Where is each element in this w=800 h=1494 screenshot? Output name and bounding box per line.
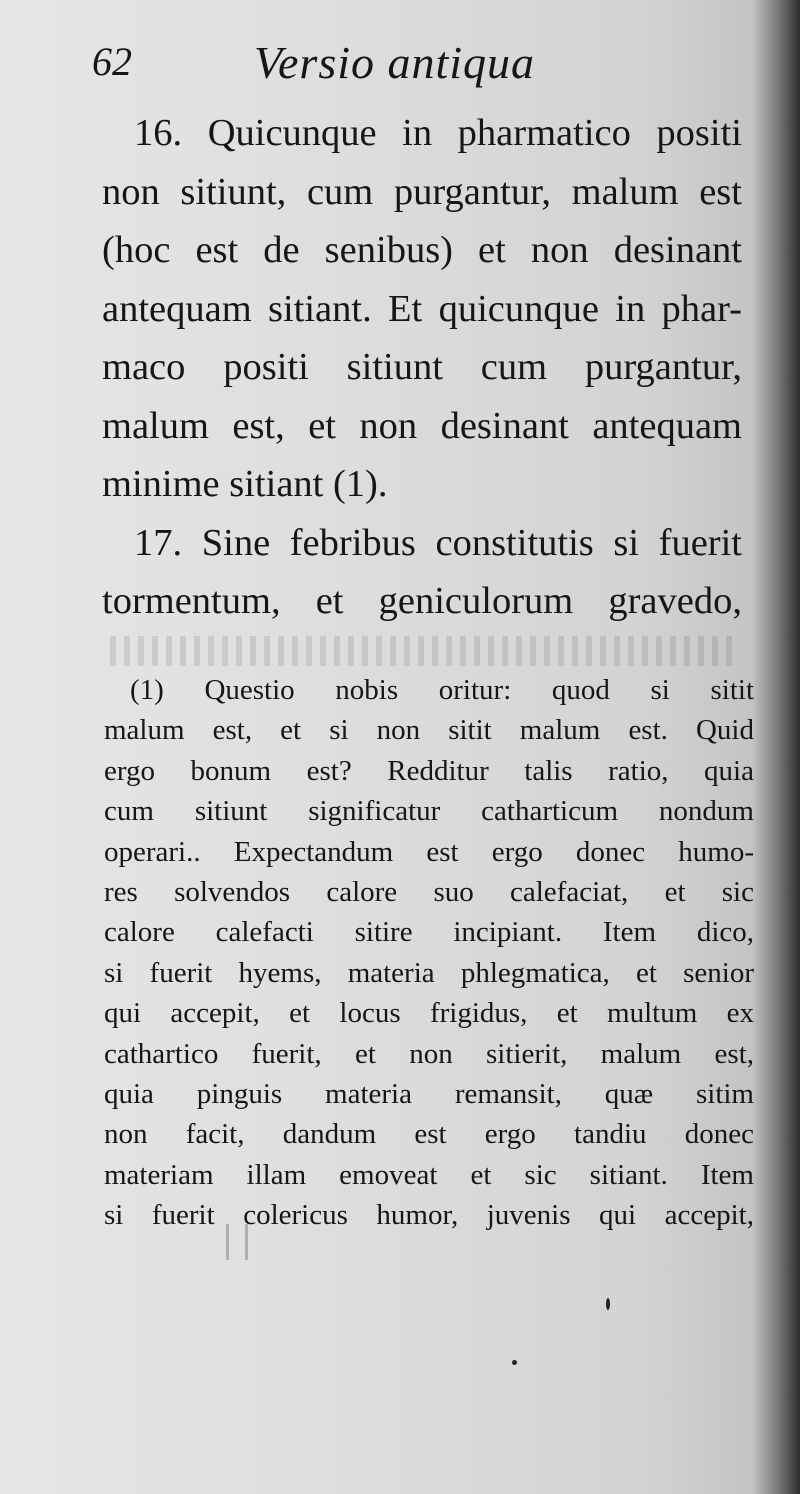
footnote-line: materiam illam emoveat et sic sitiant. Item (104, 1158, 754, 1191)
text-line: antequam sitiant. Et quicunque in phar- (102, 287, 742, 330)
main-text (102, 104, 742, 631)
footnote-line: quia pinguis materia remansit, quæ sitim (104, 1078, 754, 1111)
footnote-line: si fuerit hyems, materia phlegmatica, et senior (104, 956, 754, 989)
ink-speck (606, 1298, 610, 1310)
page-header (92, 38, 752, 98)
footnote-line: si fuerit colericus humor, juvenis qui accepit, (104, 1199, 754, 1232)
page-number: 62 (92, 39, 132, 84)
text-line: non sitiunt, cum purgantur, malum est (102, 170, 742, 213)
text-line: minime sitiant (1). (102, 463, 388, 505)
aphorism-16 (102, 104, 742, 514)
footnote-line: non facit, dandum est ergo tandiu donec (104, 1118, 754, 1151)
footnote-line: cum sitiunt significatur catharticum nondum (104, 795, 754, 828)
footnote-line: (1) Questio nobis oritur: quod si sitit (130, 674, 754, 706)
running-title: Versio antiqua (254, 37, 536, 88)
ink-speck (512, 1360, 517, 1365)
footnote-line: res solvendos calore suo calefaciat, et sic (104, 876, 754, 909)
footnote-line: cathartico fuerit, et non sitierit, malum est, (104, 1037, 754, 1070)
text-line: (hoc est de senibus) et non desinant (102, 229, 742, 271)
footnote-line: malum est, et si non sitit malum est. Quid (104, 714, 754, 747)
text-line: 16. Quicunque in pharmatico positi (134, 112, 742, 154)
text-line: 17. Sine febribus constitutis si fuerit (134, 521, 742, 564)
footnote-line: ergo bonum est? Redditur talis ratio, quia (104, 754, 754, 787)
footnote (104, 670, 754, 1236)
aphorism-17 (102, 514, 742, 631)
text-line: tormentum, et geniculorum gravedo, (102, 580, 742, 622)
footnote-line: qui accepit, et locus frigidus, et multum ex (104, 997, 754, 1030)
footnote-line: calore calefacti sitire incipiant. Item dico, (104, 916, 754, 949)
show-through-mark (226, 1224, 248, 1260)
text-line: malum est, et non desinant antequam (102, 404, 742, 447)
show-through-text (110, 636, 740, 666)
footnote-line: operari.. Expectandum est ergo donec humo- (104, 835, 754, 868)
text-line: maco positi sitiunt cum purgantur, (102, 346, 742, 388)
